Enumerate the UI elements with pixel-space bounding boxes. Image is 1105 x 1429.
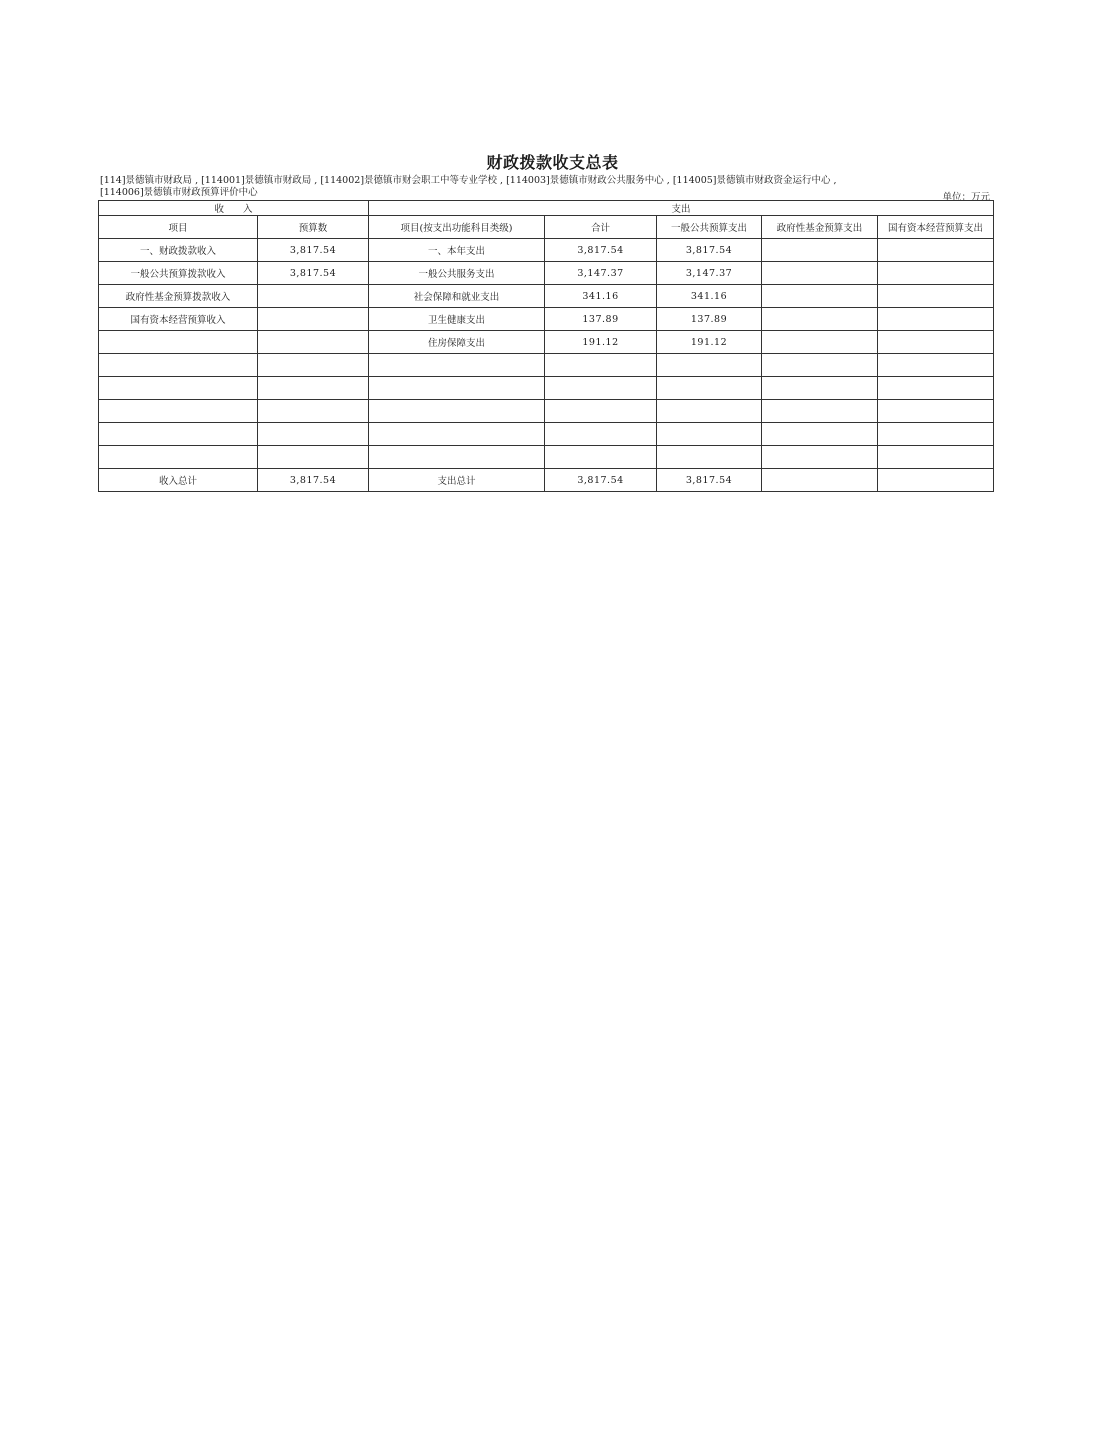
group-header-row xyxy=(99,201,994,216)
table-cell xyxy=(878,423,994,446)
table-cell xyxy=(545,446,657,469)
table-cell: 一般公共预算拨款收入 xyxy=(99,262,258,285)
table-cell xyxy=(762,446,878,469)
column-header: 一般公共预算支出 xyxy=(657,216,762,239)
table-cell xyxy=(545,377,657,400)
column-header: 项目 xyxy=(99,216,258,239)
table-cell xyxy=(878,308,994,331)
table-cell: 政府性基金预算拨款收入 xyxy=(99,285,258,308)
table-cell xyxy=(878,331,994,354)
table-cell: 支出总计 xyxy=(369,469,545,492)
table-cell xyxy=(258,331,369,354)
budget-table xyxy=(98,200,994,492)
table-row xyxy=(99,446,994,469)
table-row xyxy=(99,308,994,331)
table-cell: 3,147.37 xyxy=(657,262,762,285)
table-cell xyxy=(369,400,545,423)
table-cell: 3,817.54 xyxy=(657,239,762,262)
table-cell xyxy=(762,331,878,354)
column-header: 预算数 xyxy=(258,216,369,239)
table-cell xyxy=(369,446,545,469)
table-cell: 社会保障和就业支出 xyxy=(369,285,545,308)
table-cell: 341.16 xyxy=(657,285,762,308)
table-cell xyxy=(762,239,878,262)
table-cell: 3,817.54 xyxy=(545,239,657,262)
table-cell xyxy=(657,377,762,400)
table-cell xyxy=(545,354,657,377)
table-cell: 住房保障支出 xyxy=(369,331,545,354)
column-header: 项目(按支出功能科目类级) xyxy=(369,216,545,239)
column-header-row xyxy=(99,216,994,239)
table-cell xyxy=(762,285,878,308)
table-cell xyxy=(258,354,369,377)
table-cell xyxy=(762,308,878,331)
table-row xyxy=(99,377,994,400)
column-header: 政府性基金预算支出 xyxy=(762,216,878,239)
table-cell xyxy=(878,377,994,400)
table-row xyxy=(99,239,994,262)
table-cell: 收入总计 xyxy=(99,469,258,492)
table-cell xyxy=(878,446,994,469)
table-cell xyxy=(99,377,258,400)
table-cell xyxy=(545,423,657,446)
table-cell xyxy=(258,285,369,308)
table-cell xyxy=(762,354,878,377)
table-cell xyxy=(657,354,762,377)
table-cell: 卫生健康支出 xyxy=(369,308,545,331)
table-cell: 3,817.54 xyxy=(258,469,369,492)
table-cell: 一般公共服务支出 xyxy=(369,262,545,285)
table-cell xyxy=(762,423,878,446)
table-row xyxy=(99,423,994,446)
table-cell: 137.89 xyxy=(657,308,762,331)
table-cell xyxy=(99,354,258,377)
table-row xyxy=(99,354,994,377)
table-cell xyxy=(657,423,762,446)
table-cell xyxy=(545,400,657,423)
table-cell xyxy=(258,377,369,400)
income-group-header: 收 入 xyxy=(99,201,369,216)
table-cell xyxy=(258,308,369,331)
table-cell: 国有资本经营预算收入 xyxy=(99,308,258,331)
table-cell xyxy=(369,377,545,400)
table-cell xyxy=(99,400,258,423)
table-cell xyxy=(878,262,994,285)
table-cell xyxy=(762,377,878,400)
table-row xyxy=(99,400,994,423)
table-cell xyxy=(369,423,545,446)
table-cell xyxy=(762,262,878,285)
table-cell xyxy=(369,354,545,377)
table-cell xyxy=(878,285,994,308)
table-cell: 3,817.54 xyxy=(545,469,657,492)
table-cell xyxy=(878,469,994,492)
total-row xyxy=(99,469,994,492)
table-row xyxy=(99,331,994,354)
table-cell xyxy=(258,446,369,469)
table-cell xyxy=(762,400,878,423)
table-cell: 3,147.37 xyxy=(545,262,657,285)
page-title: 财政拨款收支总表 xyxy=(486,153,619,172)
table-cell xyxy=(258,423,369,446)
unit-label: 单位：万元 xyxy=(942,192,990,203)
table-cell xyxy=(762,469,878,492)
reporting-units: [114]景德镇市财政局 , [114001]景德镇市财政局 , [114002]景德镇市财会职工中等专业学校 , [114003]景德镇市财政公共服务中心 , [114005]景德镇市财政资金运行中心 , [114006]景德镇市财政预算评价中心 xyxy=(100,175,837,198)
table-cell xyxy=(878,400,994,423)
table-cell xyxy=(878,354,994,377)
column-header: 合计 xyxy=(545,216,657,239)
column-header: 国有资本经营预算支出 xyxy=(878,216,994,239)
table-cell xyxy=(878,239,994,262)
table-cell xyxy=(657,400,762,423)
table-cell: 3,817.54 xyxy=(657,469,762,492)
table-cell: 341.16 xyxy=(545,285,657,308)
table-cell xyxy=(99,331,258,354)
table-cell: 191.12 xyxy=(657,331,762,354)
table-cell xyxy=(99,446,258,469)
table-cell xyxy=(657,446,762,469)
table-cell xyxy=(99,423,258,446)
table-cell: 3,817.54 xyxy=(258,239,369,262)
table-cell: 一、财政拨款收入 xyxy=(99,239,258,262)
table-cell: 137.89 xyxy=(545,308,657,331)
table-cell xyxy=(258,400,369,423)
table-cell: 3,817.54 xyxy=(258,262,369,285)
table-cell: 191.12 xyxy=(545,331,657,354)
table-row xyxy=(99,262,994,285)
expense-group-header: 支出 xyxy=(369,201,994,216)
table-cell: 一、本年支出 xyxy=(369,239,545,262)
table-row xyxy=(99,285,994,308)
